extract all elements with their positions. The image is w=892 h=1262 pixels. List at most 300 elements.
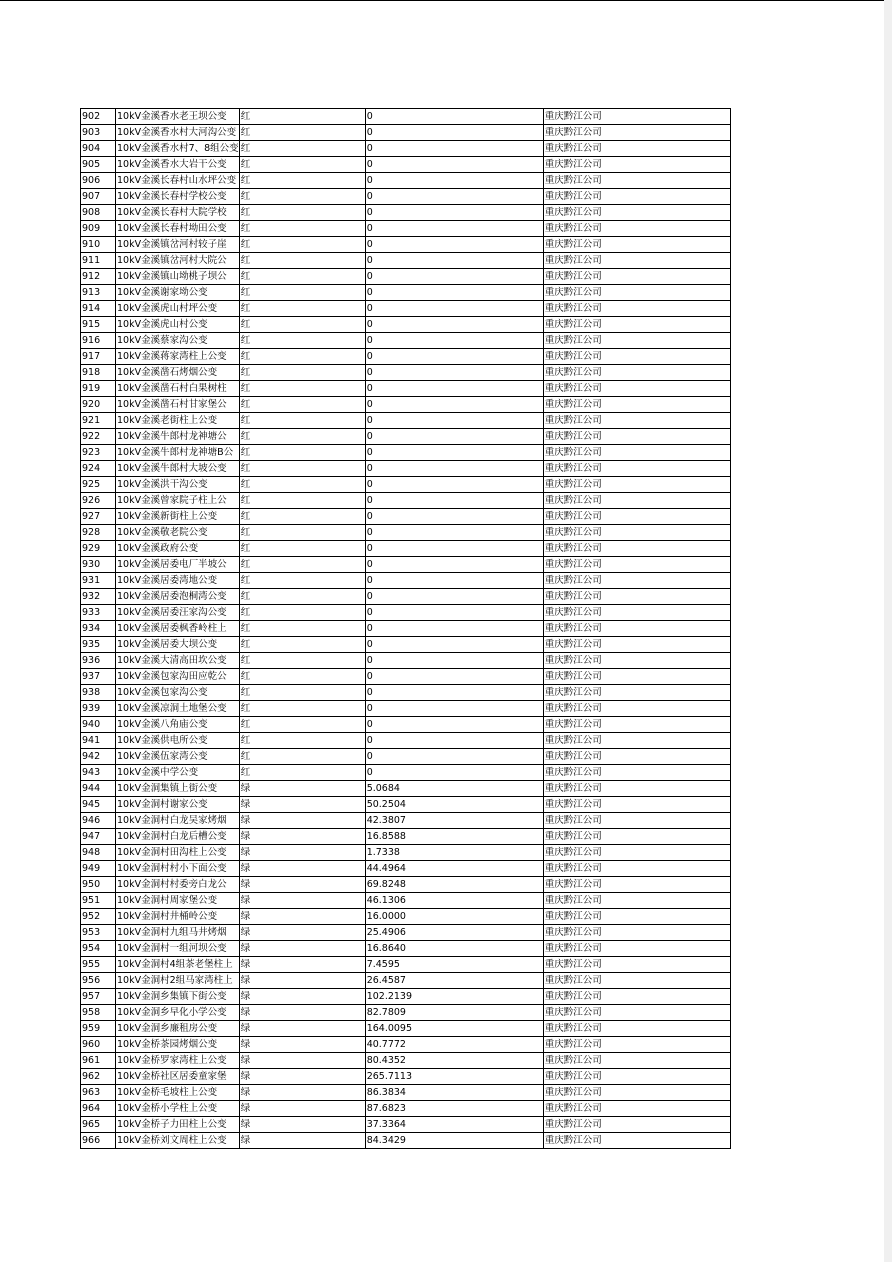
company-cell: 重庆黔江公司 — [543, 957, 730, 973]
table-row — [81, 861, 731, 877]
table-row — [81, 749, 731, 765]
value-cell: 0 — [365, 173, 543, 189]
status-flag-cell: 绿 — [239, 1133, 365, 1149]
company-cell: 重庆黔江公司 — [543, 1005, 730, 1021]
company-cell: 重庆黔江公司 — [543, 157, 730, 173]
value-cell: 26.4587 — [365, 973, 543, 989]
transformer-name-cell: 10kV金洞村村委旁白龙公 — [116, 877, 240, 893]
row-index-cell: 909 — [81, 221, 116, 237]
company-cell: 重庆黔江公司 — [543, 925, 730, 941]
value-cell: 46.1306 — [365, 893, 543, 909]
value-cell: 0 — [365, 445, 543, 461]
table-row — [81, 509, 731, 525]
table-row — [81, 333, 731, 349]
transformer-name-cell: 10kV金桥毛坡柱上公变 — [116, 1085, 240, 1101]
value-cell: 0 — [365, 429, 543, 445]
value-cell: 86.3834 — [365, 1085, 543, 1101]
table-row — [81, 1101, 731, 1117]
row-index-cell: 933 — [81, 605, 116, 621]
table-row — [81, 445, 731, 461]
company-cell: 重庆黔江公司 — [543, 109, 730, 125]
row-index-cell: 912 — [81, 269, 116, 285]
transformer-name-cell: 10kV金洞村谢家公变 — [116, 797, 240, 813]
status-flag-cell: 红 — [239, 157, 365, 173]
value-cell: 1.7338 — [365, 845, 543, 861]
table-row — [81, 877, 731, 893]
table-row — [81, 157, 731, 173]
table-row — [81, 1021, 731, 1037]
status-flag-cell: 红 — [239, 445, 365, 461]
transformer-name-cell: 10kV金桥罗家湾柱上公变 — [116, 1053, 240, 1069]
status-flag-cell: 红 — [239, 653, 365, 669]
status-flag-cell: 绿 — [239, 877, 365, 893]
transformer-name-cell: 10kV金溪中学公变 — [116, 765, 240, 781]
transformer-name-cell: 10kV金洞村井桶岭公变 — [116, 909, 240, 925]
status-flag-cell: 红 — [239, 141, 365, 157]
table-row — [81, 365, 731, 381]
status-flag-cell: 绿 — [239, 973, 365, 989]
transformer-name-cell: 10kV金洞村2组马家湾柱上 — [116, 973, 240, 989]
row-index-cell: 920 — [81, 397, 116, 413]
company-cell: 重庆黔江公司 — [543, 573, 730, 589]
row-index-cell: 924 — [81, 461, 116, 477]
status-flag-cell: 红 — [239, 669, 365, 685]
value-cell: 0 — [365, 701, 543, 717]
status-flag-cell: 绿 — [239, 1037, 365, 1053]
value-cell: 0 — [365, 381, 543, 397]
row-index-cell: 908 — [81, 205, 116, 221]
row-index-cell: 949 — [81, 861, 116, 877]
company-cell: 重庆黔江公司 — [543, 829, 730, 845]
value-cell: 0 — [365, 573, 543, 589]
status-flag-cell: 红 — [239, 461, 365, 477]
company-cell: 重庆黔江公司 — [543, 397, 730, 413]
row-index-cell: 925 — [81, 477, 116, 493]
page-gutter — [884, 0, 892, 1262]
row-index-cell: 930 — [81, 557, 116, 573]
value-cell: 50.2504 — [365, 797, 543, 813]
table-row — [81, 1085, 731, 1101]
status-flag-cell: 红 — [239, 237, 365, 253]
value-cell: 0 — [365, 221, 543, 237]
transformer-name-cell: 10kV金溪长春村大院学校 — [116, 205, 240, 221]
row-index-cell: 914 — [81, 301, 116, 317]
value-cell: 0 — [365, 253, 543, 269]
table-row — [81, 109, 731, 125]
value-cell: 16.0000 — [365, 909, 543, 925]
status-flag-cell: 红 — [239, 749, 365, 765]
row-index-cell: 936 — [81, 653, 116, 669]
company-cell: 重庆黔江公司 — [543, 237, 730, 253]
value-cell: 0 — [365, 413, 543, 429]
transformer-name-cell: 10kV金溪蒋家湾柱上公变 — [116, 349, 240, 365]
table-row — [81, 461, 731, 477]
company-cell: 重庆黔江公司 — [543, 365, 730, 381]
status-flag-cell: 绿 — [239, 1005, 365, 1021]
company-cell: 重庆黔江公司 — [543, 1053, 730, 1069]
value-cell: 0 — [365, 589, 543, 605]
row-index-cell: 935 — [81, 637, 116, 653]
row-index-cell: 931 — [81, 573, 116, 589]
transformer-name-cell: 10kV金洞村白龙吴家烤烟 — [116, 813, 240, 829]
company-cell: 重庆黔江公司 — [543, 877, 730, 893]
status-flag-cell: 绿 — [239, 813, 365, 829]
row-index-cell: 961 — [81, 1053, 116, 1069]
row-index-cell: 913 — [81, 285, 116, 301]
transformer-table — [80, 108, 731, 1149]
company-cell: 重庆黔江公司 — [543, 429, 730, 445]
transformer-name-cell: 10kV金溪敬老院公变 — [116, 525, 240, 541]
value-cell: 0 — [365, 125, 543, 141]
transformer-name-cell: 10kV金溪居委泡桐湾公变 — [116, 589, 240, 605]
transformer-name-cell: 10kV金溪八角庙公变 — [116, 717, 240, 733]
table-row — [81, 669, 731, 685]
transformer-name-cell: 10kV金溪包家沟公变 — [116, 685, 240, 701]
status-flag-cell: 红 — [239, 685, 365, 701]
value-cell: 16.8640 — [365, 941, 543, 957]
status-flag-cell: 绿 — [239, 1053, 365, 1069]
status-flag-cell: 红 — [239, 637, 365, 653]
status-flag-cell: 红 — [239, 525, 365, 541]
transformer-name-cell: 10kV金桥子力田柱上公变 — [116, 1117, 240, 1133]
transformer-name-cell: 10kV金溪香水村大河沟公变 — [116, 125, 240, 141]
transformer-name-cell: 10kV金洞村田沟柱上公变 — [116, 845, 240, 861]
status-flag-cell: 红 — [239, 573, 365, 589]
company-cell: 重庆黔江公司 — [543, 349, 730, 365]
status-flag-cell: 红 — [239, 765, 365, 781]
table-row — [81, 925, 731, 941]
table-row — [81, 797, 731, 813]
company-cell: 重庆黔江公司 — [543, 797, 730, 813]
value-cell: 44.4964 — [365, 861, 543, 877]
company-cell: 重庆黔江公司 — [543, 685, 730, 701]
row-index-cell: 966 — [81, 1133, 116, 1149]
company-cell: 重庆黔江公司 — [543, 493, 730, 509]
company-cell: 重庆黔江公司 — [543, 909, 730, 925]
company-cell: 重庆黔江公司 — [543, 1085, 730, 1101]
table-row — [81, 173, 731, 189]
table-row — [81, 125, 731, 141]
value-cell: 0 — [365, 269, 543, 285]
status-flag-cell: 红 — [239, 541, 365, 557]
transformer-name-cell: 10kV金溪大清高田坎公变 — [116, 653, 240, 669]
table-row — [81, 189, 731, 205]
row-index-cell: 965 — [81, 1117, 116, 1133]
value-cell: 0 — [365, 317, 543, 333]
status-flag-cell: 红 — [239, 221, 365, 237]
transformer-name-cell: 10kV金溪牛郎村龙神塘B公 — [116, 445, 240, 461]
table-row — [81, 381, 731, 397]
company-cell: 重庆黔江公司 — [543, 333, 730, 349]
table-row — [81, 557, 731, 573]
company-cell: 重庆黔江公司 — [543, 205, 730, 221]
table-row — [81, 1005, 731, 1021]
row-index-cell: 952 — [81, 909, 116, 925]
row-index-cell: 963 — [81, 1085, 116, 1101]
status-flag-cell: 红 — [239, 589, 365, 605]
company-cell: 重庆黔江公司 — [543, 749, 730, 765]
table-row — [81, 781, 731, 797]
row-index-cell: 957 — [81, 989, 116, 1005]
table-row — [81, 493, 731, 509]
transformer-name-cell: 10kV金溪香水大岩干公变 — [116, 157, 240, 173]
value-cell: 25.4906 — [365, 925, 543, 941]
transformer-name-cell: 10kV金溪蔡家沟公变 — [116, 333, 240, 349]
row-index-cell: 907 — [81, 189, 116, 205]
company-cell: 重庆黔江公司 — [543, 845, 730, 861]
value-cell: 0 — [365, 477, 543, 493]
company-cell: 重庆黔江公司 — [543, 781, 730, 797]
value-cell: 102.2139 — [365, 989, 543, 1005]
company-cell: 重庆黔江公司 — [543, 765, 730, 781]
row-index-cell: 918 — [81, 365, 116, 381]
table-row — [81, 701, 731, 717]
status-flag-cell: 红 — [239, 109, 365, 125]
table-row — [81, 429, 731, 445]
status-flag-cell: 红 — [239, 557, 365, 573]
row-index-cell: 955 — [81, 957, 116, 973]
status-flag-cell: 绿 — [239, 909, 365, 925]
company-cell: 重庆黔江公司 — [543, 1069, 730, 1085]
row-index-cell: 906 — [81, 173, 116, 189]
company-cell: 重庆黔江公司 — [543, 1133, 730, 1149]
value-cell: 0 — [365, 685, 543, 701]
status-flag-cell: 绿 — [239, 1085, 365, 1101]
table-row — [81, 1117, 731, 1133]
status-flag-cell: 红 — [239, 493, 365, 509]
value-cell: 82.7809 — [365, 1005, 543, 1021]
row-index-cell: 958 — [81, 1005, 116, 1021]
row-index-cell: 940 — [81, 717, 116, 733]
company-cell: 重庆黔江公司 — [543, 125, 730, 141]
value-cell: 265.7113 — [365, 1069, 543, 1085]
status-flag-cell: 红 — [239, 701, 365, 717]
status-flag-cell: 红 — [239, 397, 365, 413]
value-cell: 0 — [365, 189, 543, 205]
status-flag-cell: 红 — [239, 477, 365, 493]
transformer-name-cell: 10kV金洞乡早化小学公变 — [116, 1005, 240, 1021]
company-cell: 重庆黔江公司 — [543, 477, 730, 493]
table-row — [81, 605, 731, 621]
row-index-cell: 950 — [81, 877, 116, 893]
company-cell: 重庆黔江公司 — [543, 509, 730, 525]
row-index-cell: 934 — [81, 621, 116, 637]
transformer-name-cell: 10kV金洞村九组马井烤烟 — [116, 925, 240, 941]
row-index-cell: 954 — [81, 941, 116, 957]
row-index-cell: 960 — [81, 1037, 116, 1053]
value-cell: 5.0684 — [365, 781, 543, 797]
status-flag-cell: 绿 — [239, 925, 365, 941]
status-flag-cell: 红 — [239, 717, 365, 733]
transformer-name-cell: 10kV金溪洪干沟公变 — [116, 477, 240, 493]
table-row — [81, 973, 731, 989]
transformer-name-cell: 10kV金溪谢家坳公变 — [116, 285, 240, 301]
status-flag-cell: 红 — [239, 429, 365, 445]
company-cell: 重庆黔江公司 — [543, 381, 730, 397]
transformer-name-cell: 10kV金溪居委大坝公变 — [116, 637, 240, 653]
table-row — [81, 957, 731, 973]
table-row — [81, 733, 731, 749]
table-row — [81, 525, 731, 541]
row-index-cell: 943 — [81, 765, 116, 781]
value-cell: 0 — [365, 637, 543, 653]
table-row — [81, 1037, 731, 1053]
table-row — [81, 237, 731, 253]
row-index-cell: 953 — [81, 925, 116, 941]
company-cell: 重庆黔江公司 — [543, 637, 730, 653]
transformer-name-cell: 10kV金溪长春村学校公变 — [116, 189, 240, 205]
value-cell: 80.4352 — [365, 1053, 543, 1069]
status-flag-cell: 红 — [239, 349, 365, 365]
table-row — [81, 829, 731, 845]
transformer-name-cell: 10kV金溪包家沟田应乾公 — [116, 669, 240, 685]
table-row — [81, 813, 731, 829]
company-cell: 重庆黔江公司 — [543, 525, 730, 541]
value-cell: 0 — [365, 237, 543, 253]
table-row — [81, 637, 731, 653]
transformer-name-cell: 10kV金溪长春村坳田公变 — [116, 221, 240, 237]
transformer-name-cell: 10kV金溪凿石村白果树柱 — [116, 381, 240, 397]
table-row — [81, 573, 731, 589]
row-index-cell: 923 — [81, 445, 116, 461]
row-index-cell: 919 — [81, 381, 116, 397]
value-cell: 0 — [365, 541, 543, 557]
row-index-cell: 941 — [81, 733, 116, 749]
row-index-cell: 902 — [81, 109, 116, 125]
top-rule — [0, 0, 892, 1]
row-index-cell: 916 — [81, 333, 116, 349]
value-cell: 0 — [365, 765, 543, 781]
transformer-name-cell: 10kV金溪凿石村甘家堡公 — [116, 397, 240, 413]
value-cell: 0 — [365, 461, 543, 477]
transformer-name-cell: 10kV金溪供电所公变 — [116, 733, 240, 749]
transformer-name-cell: 10kV金溪居委电厂半坡公 — [116, 557, 240, 573]
company-cell: 重庆黔江公司 — [543, 285, 730, 301]
table-row — [81, 317, 731, 333]
company-cell: 重庆黔江公司 — [543, 893, 730, 909]
row-index-cell: 937 — [81, 669, 116, 685]
table-row — [81, 621, 731, 637]
transformer-name-cell: 10kV金溪虎山村坪公变 — [116, 301, 240, 317]
transformer-name-cell: 10kV金溪凉洞土地堡公变 — [116, 701, 240, 717]
table-row — [81, 269, 731, 285]
value-cell: 0 — [365, 205, 543, 221]
company-cell: 重庆黔江公司 — [543, 1021, 730, 1037]
value-cell: 37.3364 — [365, 1117, 543, 1133]
status-flag-cell: 红 — [239, 413, 365, 429]
company-cell: 重庆黔江公司 — [543, 301, 730, 317]
table-row — [81, 413, 731, 429]
table-row — [81, 301, 731, 317]
row-index-cell: 910 — [81, 237, 116, 253]
company-cell: 重庆黔江公司 — [543, 189, 730, 205]
table-row — [81, 989, 731, 1005]
value-cell: 0 — [365, 157, 543, 173]
transformer-name-cell: 10kV金溪牛郎村大坡公变 — [116, 461, 240, 477]
transformer-name-cell: 10kV金洞村白龙后槽公变 — [116, 829, 240, 845]
value-cell: 0 — [365, 653, 543, 669]
table-row — [81, 349, 731, 365]
row-index-cell: 911 — [81, 253, 116, 269]
table-row — [81, 477, 731, 493]
row-index-cell: 915 — [81, 317, 116, 333]
row-index-cell: 928 — [81, 525, 116, 541]
transformer-name-cell: 10kV金洞村村小下面公变 — [116, 861, 240, 877]
row-index-cell: 948 — [81, 845, 116, 861]
company-cell: 重庆黔江公司 — [543, 941, 730, 957]
company-cell: 重庆黔江公司 — [543, 1101, 730, 1117]
row-index-cell: 922 — [81, 429, 116, 445]
row-index-cell: 904 — [81, 141, 116, 157]
table-row — [81, 717, 731, 733]
transformer-name-cell: 10kV金洞集镇上街公变 — [116, 781, 240, 797]
status-flag-cell: 红 — [239, 621, 365, 637]
company-cell: 重庆黔江公司 — [543, 413, 730, 429]
value-cell: 0 — [365, 333, 543, 349]
value-cell: 164.0095 — [365, 1021, 543, 1037]
status-flag-cell: 绿 — [239, 845, 365, 861]
transformer-name-cell: 10kV金溪新街柱上公变 — [116, 509, 240, 525]
row-index-cell: 946 — [81, 813, 116, 829]
status-flag-cell: 绿 — [239, 893, 365, 909]
value-cell: 0 — [365, 509, 543, 525]
status-flag-cell: 绿 — [239, 1117, 365, 1133]
status-flag-cell: 红 — [239, 509, 365, 525]
transformer-name-cell: 10kV金溪政府公变 — [116, 541, 240, 557]
company-cell: 重庆黔江公司 — [543, 1117, 730, 1133]
table-row — [81, 653, 731, 669]
row-index-cell: 917 — [81, 349, 116, 365]
row-index-cell: 947 — [81, 829, 116, 845]
row-index-cell: 932 — [81, 589, 116, 605]
status-flag-cell: 红 — [239, 189, 365, 205]
company-cell: 重庆黔江公司 — [543, 253, 730, 269]
value-cell: 0 — [365, 365, 543, 381]
table-row — [81, 285, 731, 301]
row-index-cell: 938 — [81, 685, 116, 701]
table-row — [81, 397, 731, 413]
transformer-name-cell: 10kV金溪老街柱上公变 — [116, 413, 240, 429]
company-cell: 重庆黔江公司 — [543, 445, 730, 461]
table-row — [81, 845, 731, 861]
row-index-cell: 926 — [81, 493, 116, 509]
table-row — [81, 253, 731, 269]
row-index-cell: 905 — [81, 157, 116, 173]
company-cell: 重庆黔江公司 — [543, 541, 730, 557]
transformer-name-cell: 10kV金溪镇岔河村大院公 — [116, 253, 240, 269]
table-body — [81, 109, 731, 1149]
status-flag-cell: 红 — [239, 381, 365, 397]
company-cell: 重庆黔江公司 — [543, 733, 730, 749]
status-flag-cell: 绿 — [239, 1069, 365, 1085]
status-flag-cell: 绿 — [239, 989, 365, 1005]
status-flag-cell: 红 — [239, 205, 365, 221]
value-cell: 42.3807 — [365, 813, 543, 829]
table-row — [81, 685, 731, 701]
value-cell: 0 — [365, 621, 543, 637]
status-flag-cell: 红 — [239, 253, 365, 269]
status-flag-cell: 绿 — [239, 957, 365, 973]
status-flag-cell: 绿 — [239, 797, 365, 813]
status-flag-cell: 绿 — [239, 781, 365, 797]
value-cell: 0 — [365, 109, 543, 125]
table-row — [81, 909, 731, 925]
company-cell: 重庆黔江公司 — [543, 589, 730, 605]
status-flag-cell: 红 — [239, 317, 365, 333]
transformer-name-cell: 10kV金桥茶园烤烟公变 — [116, 1037, 240, 1053]
transformer-name-cell: 10kV金溪居委枫香岭柱上 — [116, 621, 240, 637]
company-cell: 重庆黔江公司 — [543, 141, 730, 157]
